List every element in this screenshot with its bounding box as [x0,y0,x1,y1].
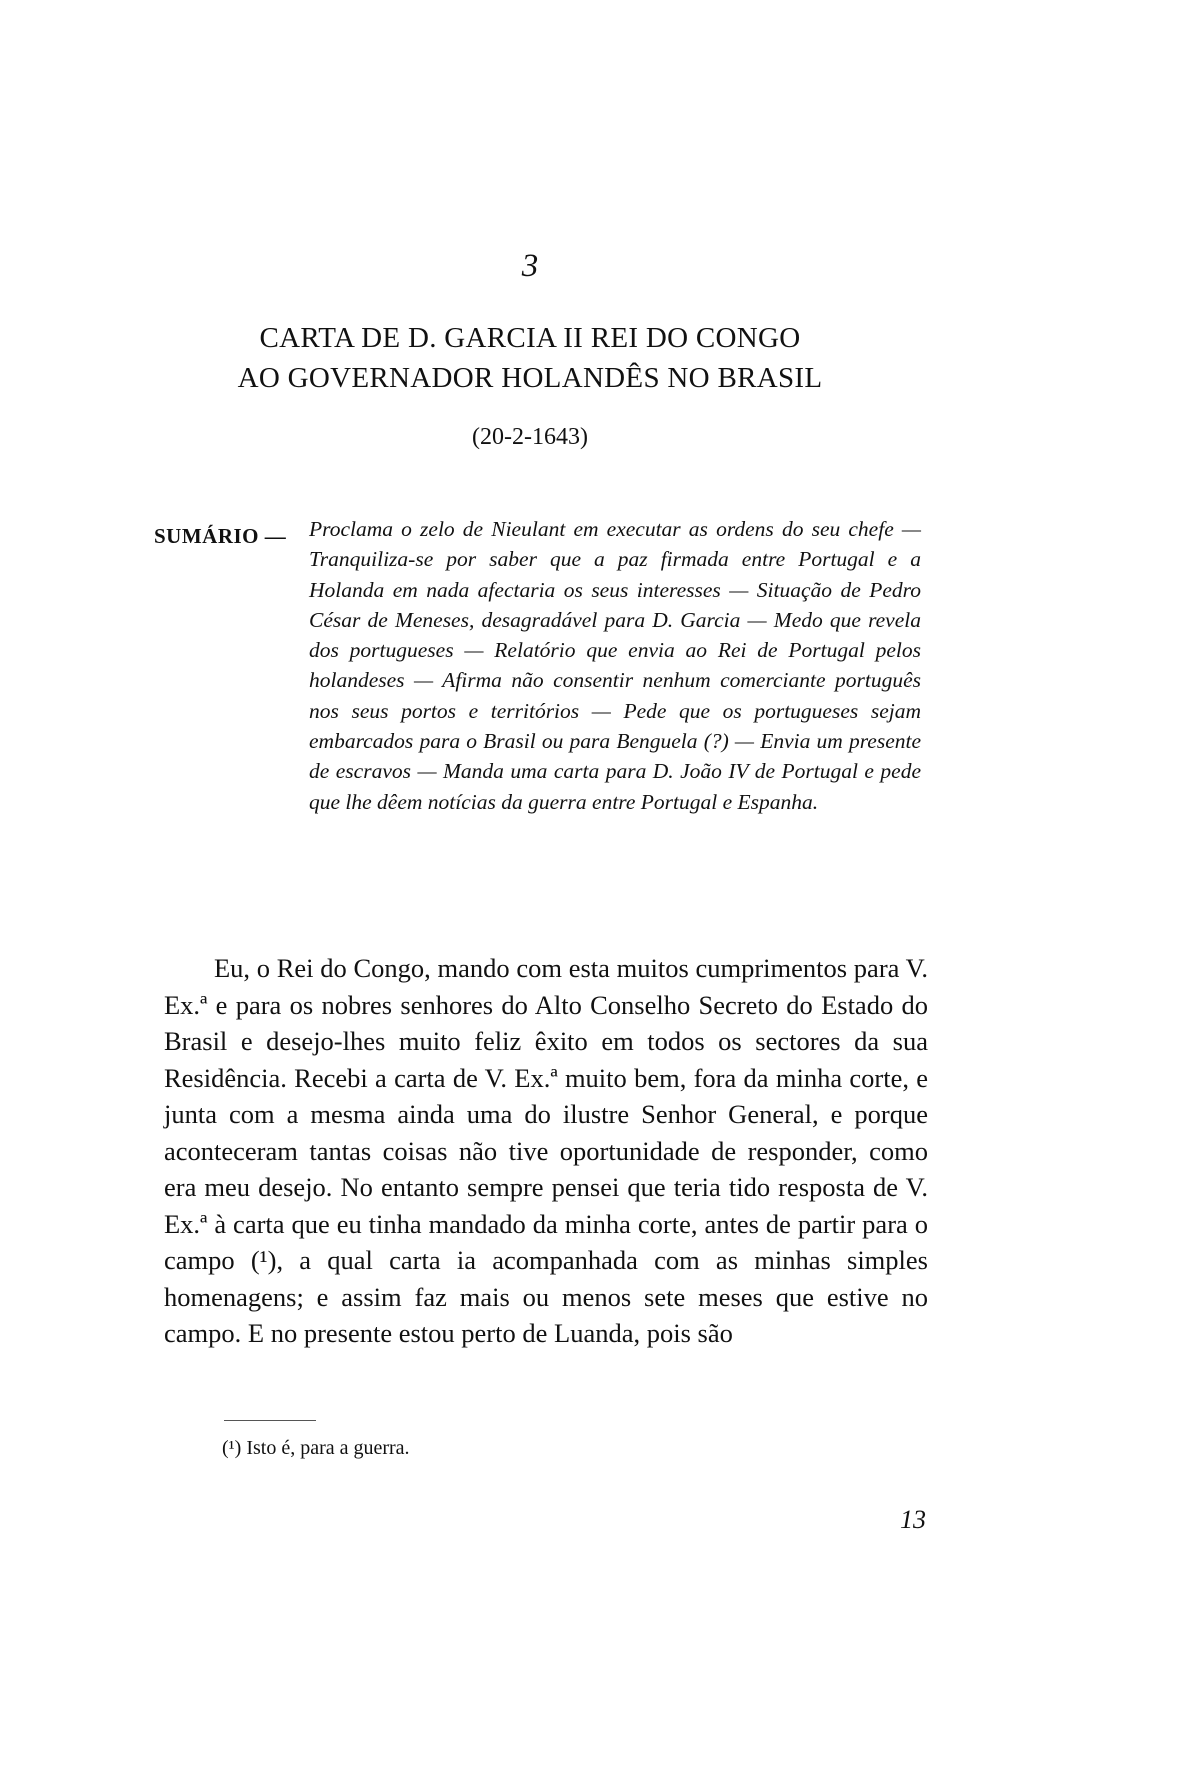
footnote: (¹) Isto é, para a guerra. [222,1437,410,1459]
title-line-2: AO GOVERNADOR HOLANDÊS NO BRASIL [237,362,823,394]
document-number: 3 [521,248,539,284]
summary-label: SUMÁRIO — [154,524,287,548]
summary-text: Proclama o zelo de Nieulant em executar as ordens do seu chefe — Tranquiliza-se por saber que a paz firmada entre Portugal e a Holanda em nada afectaria os seus interesses — Situação de Pedro César de Meneses, desagradável para D. Garcia — Medo que revela dos portugueses — Relatório que envia ao Rei de Portugal pelos holandeses — Afirma não consentir nenhum comerciante português nos seus portos e territórios — Pede que os portugueses sejam embarcados para o Brasil ou para Benguela (?) — Envia um presente de escravos — Manda uma carta para D. João IV de Portugal e pede que lhe dêem notícias da guerra entre Portugal e Espanha. [309,517,921,814]
page-number: 13 [900,1505,926,1534]
body-paragraph: Eu, o Rei do Congo, mando com esta muitos cumprimentos para V. Ex.ª e para os nobres senhores do Alto Conselho Secreto do Estado do Brasil e desejo-lhes muito feliz êxito em todos os sectores da sua Residência. Recebi a carta de V. Ex.ª muito bem, fora da minha corte, e junta com a mesma ainda uma do ilustre Senhor General, e porque aconteceram tantas coisas não tive oportunidade de responder, como era meu desejo. No entanto sempre pensei que teria tido resposta de V. Ex.ª à carta que eu tinha mandado da minha corte, antes de partir para o campo (¹), a qual carta ia acompanhada com as minhas simples homenagens; e assim faz mais ou menos sete meses que estive no campo. E no presente estou perto de Luanda, pois são [164,953,928,1348]
letter-body [164,950,928,1352]
document-title [0,318,1060,398]
footnote-divider [224,1420,316,1421]
document-date: (20-2-1643) [472,424,588,450]
summary-label-text: SUMÁRIO [154,524,260,548]
title-line-1: CARTA DE D. GARCIA II REI DO CONGO [259,322,801,354]
